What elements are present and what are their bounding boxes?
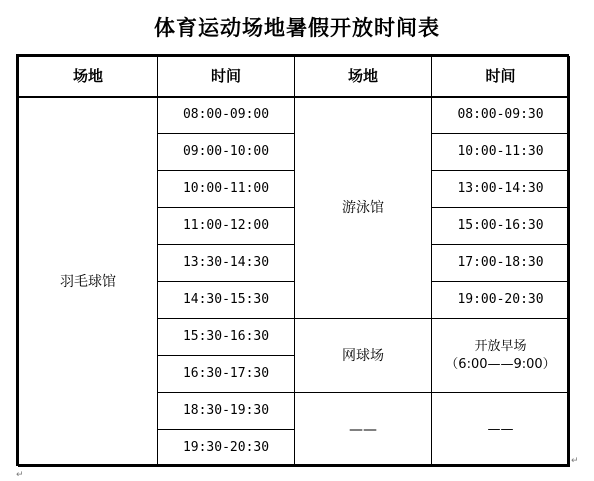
badminton-time: 14:30-15:30 [158,282,295,319]
schedule-table [18,56,570,467]
page-title: 体育运动场地暑假开放时间表 [154,16,440,40]
badminton-time: 13:30-14:30 [158,245,295,282]
swimming-time: 10:00-11:30 [432,134,570,171]
venue-swimming: 游泳馆 [295,97,432,319]
header-time-right: 时间 [432,57,570,97]
swimming-time: 13:00-14:30 [432,171,570,208]
swimming-time: 15:00-16:30 [432,208,570,245]
time-empty: —— [432,393,570,467]
swimming-time: 19:00-20:30 [432,282,570,319]
badminton-time: 16:30-17:30 [158,356,295,393]
tennis-note [432,319,570,393]
swimming-time: 08:00-09:30 [432,97,570,134]
paragraph-mark: ↵ [571,456,579,466]
venue-empty: —— [295,393,432,467]
badminton-time: 09:00-10:00 [158,134,295,171]
badminton-time: 10:00-11:00 [158,171,295,208]
swimming-time: 17:00-18:30 [432,245,570,282]
header-venue-left: 场地 [19,57,158,97]
header-venue-right: 场地 [295,57,432,97]
venue-badminton: 羽毛球馆 [19,97,158,467]
table-row [19,97,570,134]
badminton-time: 08:00-09:00 [158,97,295,134]
tennis-note-line1: 开放早场 [474,338,527,354]
badminton-time: 18:30-19:30 [158,393,295,430]
badminton-time: 11:00-12:00 [158,208,295,245]
paragraph-mark: ↵ [16,470,24,480]
badminton-time: 19:30-20:30 [158,430,295,467]
venue-tennis: 网球场 [295,319,432,393]
tennis-note-line2: （6:00——9:00） [445,356,556,372]
header-time-left: 时间 [158,57,295,97]
header-row [19,57,570,97]
badminton-time: 15:30-16:30 [158,319,295,356]
